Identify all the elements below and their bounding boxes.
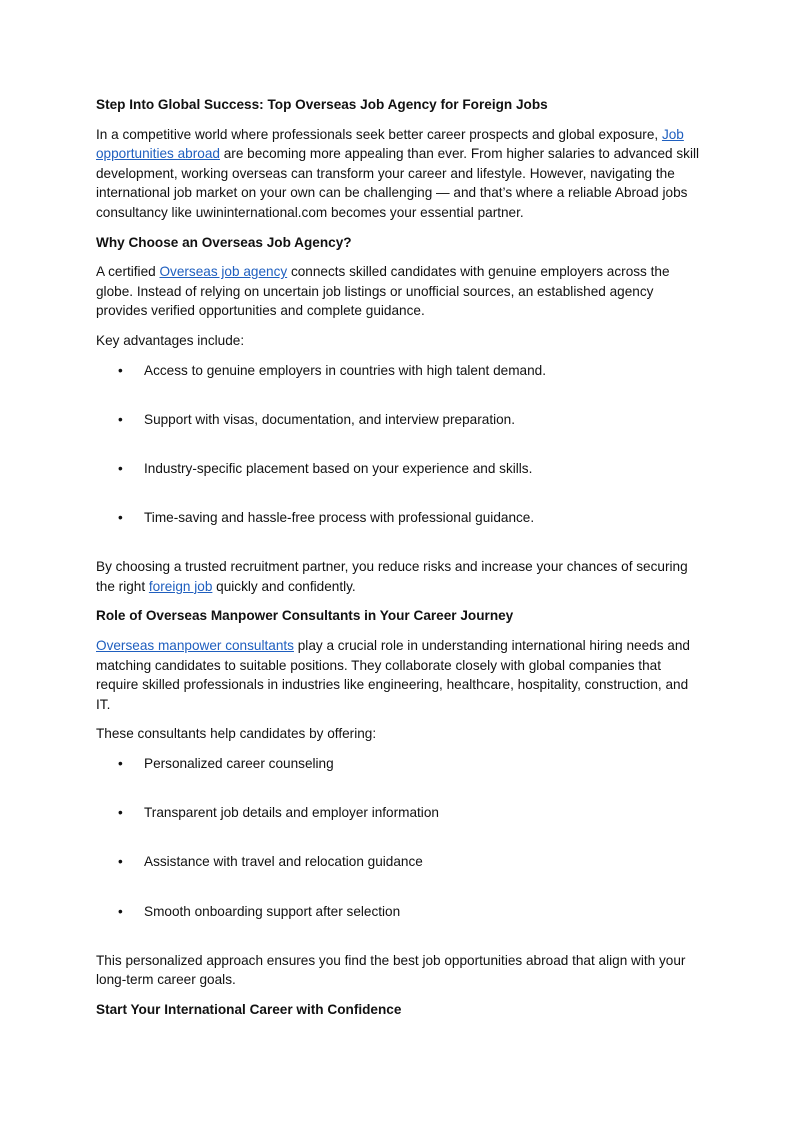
why-choose-paragraph bbox=[96, 262, 702, 321]
advantages-list bbox=[96, 361, 702, 528]
list-item: • Support with visas, documentation, and interview preparation. bbox=[96, 410, 702, 430]
overseas-job-agency-link[interactable]: Overseas job agency bbox=[159, 264, 288, 280]
overseas-manpower-consultants-link[interactable]: Overseas manpower consultants bbox=[96, 638, 294, 654]
list-item: • Smooth onboarding support after selection bbox=[96, 902, 702, 922]
consultant-offerings-list bbox=[96, 754, 702, 921]
why-closing-paragraph bbox=[96, 557, 702, 596]
closing-text-end: quickly and confidently. bbox=[212, 578, 356, 594]
role-heading: Role of Overseas Manpower Consultants in Your Career Journey bbox=[96, 608, 514, 624]
document-title: Step Into Global Success: Top Overseas Job Agency for Foreign Jobs bbox=[96, 97, 548, 112]
document-page bbox=[96, 95, 702, 1030]
key-advantages-intro: Key advantages include: bbox=[96, 332, 245, 348]
why-text-start: A certified bbox=[96, 264, 160, 280]
foreign-job-link[interactable]: foreign job bbox=[148, 578, 213, 594]
list-item: • Industry-specific placement based on your experience and skills. bbox=[96, 459, 702, 479]
intro-text-start: In a competitive world where professionals seek better career prospects and global exposure, bbox=[96, 126, 662, 142]
intro-paragraph bbox=[96, 125, 702, 223]
why-choose-heading: Why Choose an Overseas Job Agency? bbox=[96, 234, 352, 250]
list-item: • Access to genuine employers in countries with high talent demand. bbox=[96, 361, 702, 381]
list-item: • Time-saving and hassle-free process with professional guidance. bbox=[96, 508, 702, 528]
why-text-end: connects skilled candidates with genuine employers across the globe. Instead of relying on uncertain job listings or unofficial sources, an established agency provides verified opportunities and complete guidance. bbox=[96, 264, 670, 319]
intro-text-end: are becoming more appealing than ever. From higher salaries to advanced skill development, working overseas can transform your career and lifestyle. However, navigating the international job market on your own can be challenging — and that’s where a reliable Abroad jobs consultancy like uwininternational.com becomes your essential partner. bbox=[96, 146, 700, 220]
role-text-end: play a crucial role in understanding international hiring needs and matching candidates to suitable positions. They collaborate closely with global companies that require skilled professionals in industries like engineering, healthcare, hospitality, construction, and IT. bbox=[96, 638, 690, 712]
consultants-intro: These consultants help candidates by offering: bbox=[96, 726, 377, 742]
job-opportunities-abroad-link[interactable]: Job opportunities abroad bbox=[96, 126, 684, 162]
list-item: • Personalized career counseling bbox=[96, 754, 702, 774]
role-paragraph bbox=[96, 636, 702, 714]
start-career-heading: Start Your International Career with Confidence bbox=[96, 1001, 402, 1017]
list-item: • Assistance with travel and relocation guidance bbox=[96, 852, 702, 872]
list-item: • Transparent job details and employer information bbox=[96, 803, 702, 823]
role-closing-paragraph: This personalized approach ensures you find the best job opportunities abroad that align with your long-term career goals. bbox=[96, 952, 686, 988]
closing-text-start: By choosing a trusted recruitment partner, you reduce risks and increase your chances of securing the right bbox=[96, 559, 688, 594]
